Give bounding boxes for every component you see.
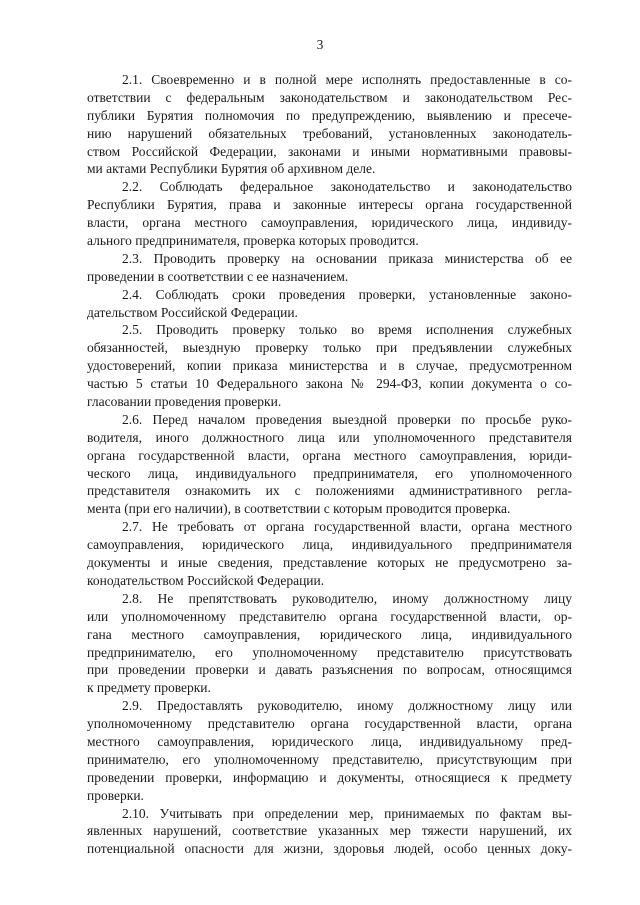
paragraph-list bbox=[87, 71, 572, 858]
text-line: ческого лица, индивидуального предпринимателя, его уполномоченного bbox=[87, 465, 572, 481]
text-line: проверки. bbox=[87, 787, 144, 803]
text-line: 2.9. Предоставлять руководителю, иному должностному лицу или bbox=[122, 698, 572, 714]
text-line: или уполномоченному представителю органа государственной власти, ор- bbox=[87, 608, 572, 624]
text-line: нию нарушений обязательных требований, установленных законодатель- bbox=[87, 125, 572, 141]
text-line: водителя, иного должностного лица или уполномоченного представителя bbox=[87, 429, 572, 445]
text-line: конодательством Российской Федерации. bbox=[87, 572, 325, 588]
text-line: ством Российской Федерации, законами и иными нормативными правовы- bbox=[87, 143, 572, 159]
text-line: обязанностей, выездную проверку только при предъявлении служебных bbox=[87, 340, 572, 356]
text-line: потенциальной опасности для жизни, здоровья людей, особо ценных доку- bbox=[87, 841, 572, 857]
paragraph-2-4 bbox=[87, 286, 572, 322]
text-line: гласовании проведения проверки. bbox=[87, 394, 282, 410]
text-line: проведении в соответствии с ее назначением. bbox=[87, 268, 349, 284]
page-number: 3 bbox=[316, 37, 324, 52]
text-line: 2.8. Не препятствовать руководителю, иному должностному лицу bbox=[122, 590, 572, 606]
paragraph-2-5 bbox=[87, 321, 572, 410]
text-line: предпринимателю, его уполномоченному представителю присутствовать bbox=[87, 644, 572, 660]
text-line: ми актами Республики Бурятия об архивном деле. bbox=[87, 161, 376, 177]
text-line: представителя ознакомить их с положениями административного регла- bbox=[87, 483, 572, 499]
text-line: частью 5 статьи 10 Федерального закона № 294-ФЗ, копии документа о со- bbox=[87, 376, 572, 392]
text-line: к предмету проверки. bbox=[87, 680, 211, 696]
paragraph-2-9 bbox=[87, 697, 572, 804]
text-line: власти, органа местного самоуправления, юридического лица, индивиду- bbox=[87, 215, 572, 231]
text-line: дательством Российской Федерации. bbox=[87, 304, 298, 320]
text-line: ального предпринимателя, проверка которых проводится. bbox=[87, 233, 419, 249]
text-line: удостоверений, копии приказа министерства и в случае, предусмотренном bbox=[87, 358, 572, 374]
text-line: принимателю, его уполномоченному представителю, присутствующим при bbox=[87, 751, 572, 767]
text-line: органа государственной власти, органа местного самоуправления, юриди- bbox=[87, 447, 572, 463]
text-line: 2.3. Проводить проверку на основании приказа министерства об ее bbox=[122, 250, 572, 266]
text-line: 2.6. Перед началом проведения выездной проверки по просьбе руко- bbox=[122, 411, 572, 427]
document-body bbox=[87, 71, 572, 858]
paragraph-2-6 bbox=[87, 411, 572, 518]
paragraph-2-8 bbox=[87, 590, 572, 697]
text-line: самоуправления, юридического лица, индивидуального предпринимателя bbox=[87, 537, 572, 553]
text-line: документы и иные сведения, представление которых не предусмотрено за- bbox=[87, 555, 572, 571]
text-line: уполномоченному представителю органа государственной власти, органа bbox=[87, 716, 572, 732]
text-line: публики Бурятия полномочия по предупреждению, выявлению и пресече- bbox=[87, 107, 572, 123]
text-line: 2.2. Соблюдать федеральное законодательство и законодательство bbox=[122, 179, 572, 195]
paragraph-2-7 bbox=[87, 518, 572, 590]
text-line: проведении проверки, информацию и документы, относящиеся к предмету bbox=[87, 769, 572, 785]
text-line: гана местного самоуправления, юридического лица, индивидуального bbox=[87, 626, 572, 642]
text-line: 2.1. Своевременно и в полной мере исполнять предоставленные в со- bbox=[122, 72, 572, 87]
paragraph-2-2 bbox=[87, 178, 572, 250]
text-line: мента (при его наличии), в соответствии с которым проводится проверка. bbox=[87, 501, 511, 517]
text-line: при проведении проверки и давать разъяснения по вопросам, относящимся bbox=[87, 662, 572, 678]
paragraph-2-10 bbox=[87, 805, 572, 859]
text-line: ответствии с федеральным законодательством и законодательством Рес- bbox=[87, 89, 572, 105]
text-line: 2.7. Не требовать от органа государственной власти, органа местного bbox=[122, 519, 572, 535]
paragraph-2-1 bbox=[87, 71, 572, 178]
text-line: 2.5. Проводить проверку только во время исполнения служебных bbox=[122, 322, 572, 338]
text-line: 2.4. Соблюдать сроки проведения проверки, установленные законо- bbox=[122, 286, 572, 302]
text-line: Республики Бурятия, права и законные интересы органа государственной bbox=[87, 197, 572, 213]
paragraph-2-3 bbox=[87, 250, 572, 286]
text-line: 2.10. Учитывать при определении мер, принимаемых по фактам вы- bbox=[122, 805, 572, 821]
text-line: явленных нарушений, соответствие указанных мер тяжести нарушений, их bbox=[87, 823, 572, 839]
text-line: местного самоуправления, юридического лица, индивидуальному пред- bbox=[87, 733, 572, 749]
